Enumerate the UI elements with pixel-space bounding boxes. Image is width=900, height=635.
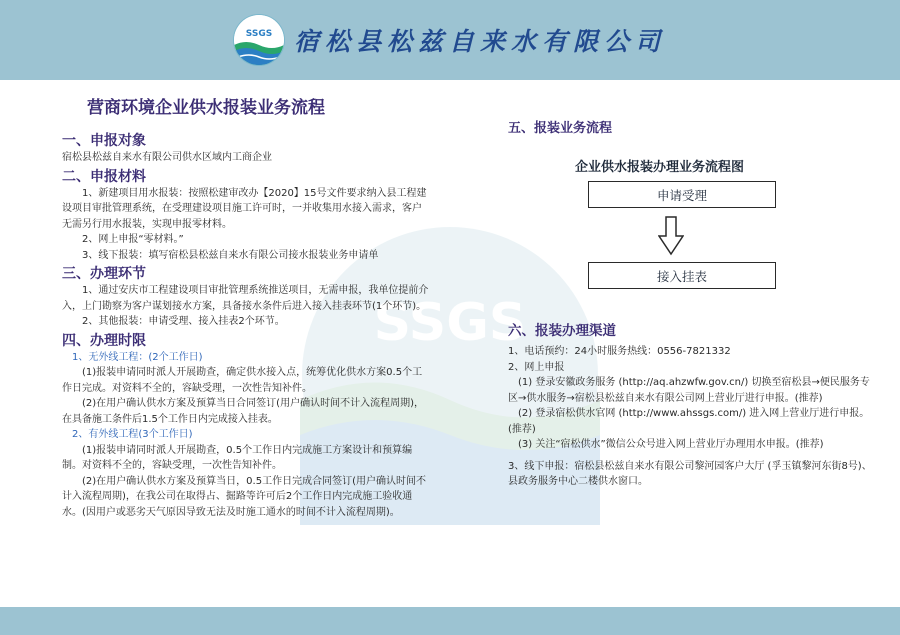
section-channels-heading: 六、报装办理渠道 xyxy=(508,323,616,339)
timeline-no-external-item-2: (2)在用户确认供水方案及预算当日合同签订(用户确认时间不计入流程周期)，在具备施工条件后1.5个工作日内完成接入挂表。 xyxy=(62,398,424,425)
header xyxy=(0,0,900,80)
flow-step-install: 接入挂表 xyxy=(588,262,776,289)
channels-section xyxy=(508,323,878,490)
section-timeline-heading: 四、办理时限 xyxy=(62,332,146,349)
timeline-no-external-heading: 1、无外线工程：(2个工作日) xyxy=(72,351,203,363)
watermark-text: SSGS xyxy=(373,293,527,353)
channel-online-option-1: (1) 登录安徽政务服务 (http://aq.ahzwfw.gov.cn/) 切换至宿松县→便民服务专区→供水服务→宿松县松兹自来水有限公司网上营业厅进行申报。(推荐) xyxy=(508,377,870,404)
section-applicant-heading: 一、申报对象 xyxy=(62,133,146,149)
timeline-external-heading: 2、有外线工程(3个工作日) xyxy=(72,429,193,440)
section-applicant-text: 宿松县松兹自来水有限公司供水区域内工商企业 xyxy=(62,152,272,163)
company-name: 宿松县松兹自来水有限公司 xyxy=(293,27,666,56)
flowchart-title: 企业供水报装办理业务流程图 xyxy=(575,160,745,175)
document-title: 营商环境企业供水报装业务流程 xyxy=(87,98,325,118)
channel-phone: 1、电话预约：24小时服务热线：0556-7821332 xyxy=(508,346,731,357)
section-steps-heading: 三、办理环节 xyxy=(62,266,146,282)
channel-offline: 3、线下申报：宿松县松兹自来水有限公司黎河园客户大厅 (孚玉镇黎河东街8号)、县政务服务中心二楼供水窗口。 xyxy=(508,460,872,487)
right-column xyxy=(508,120,878,137)
timeline-external-item-1: (1)报装申请同时派人开展勘查，0.5个工作日内完成施工方案设计和预算编制。对资料不全的，容缺受理，一次性告知补件。 xyxy=(62,444,413,471)
timeline-external-item-2: (2)在用户确认供水方案及预算当日，0.5工作日完成合同签订(用户确认时间不计入流程周期)，在我公司在取得占、掘路等许可后2个工作日内完成施工验收通水。(因用户或恶劣天气原因导致无法及时施工通水的时间不计入流程周期)。 xyxy=(62,475,426,518)
left-column xyxy=(62,133,430,520)
channel-online: 2、网上申报 xyxy=(508,361,565,373)
logo-text: SSGS xyxy=(245,29,273,39)
timeline-no-external-item-1: (1)报装申请同时派人开展勘查，确定供水接入点，统筹优化供水方案0.5个工作日完成。对资料不全的，容缺受理，一次性告知补件。 xyxy=(62,367,423,394)
company-logo xyxy=(234,15,284,65)
materials-item-2: 2、网上申报“零材料。” xyxy=(82,234,184,245)
steps-item-2: 2、其他报装：申请受理、接入挂表2个环节。 xyxy=(82,316,285,327)
materials-item-3: 3、线下报装：填写宿松县松兹自来水有限公司接水报装业务申请单 xyxy=(82,249,379,261)
flow-arrow-down-icon xyxy=(658,216,684,256)
flow-step-apply: 申请受理 xyxy=(588,181,776,208)
channel-online-option-2: (2) 登录宿松供水官网 (http://www.ahssgs.com/) 进入网上营业厅进行申报。(推荐) xyxy=(508,408,870,435)
steps-item-1: 1、通过安庆市工程建设项目审批管理系统推送项目，无需申报，我单位提前介入，上门勘察为客户谋划接水方案，具备接水条件后进入接入挂表环节(1个环节)。 xyxy=(62,285,429,312)
footer-band xyxy=(0,607,900,635)
channel-online-option-3: (3) 关注“宿松供水”微信公众号进入网上营业厅办理用水申报。(推荐) xyxy=(518,439,824,450)
materials-item-1: 1、新建项目用水报装：按照松建审改办【2020】15号文件要求纳入县工程建设项目审批管理系统，在受理建设项目施工许可时，一并收集用水接入需求，客户无需另行用水报装，实现申报零材料。 xyxy=(62,187,427,230)
section-materials-heading: 二、申报材料 xyxy=(62,168,146,185)
section-process-heading: 五、报装业务流程 xyxy=(508,121,613,136)
